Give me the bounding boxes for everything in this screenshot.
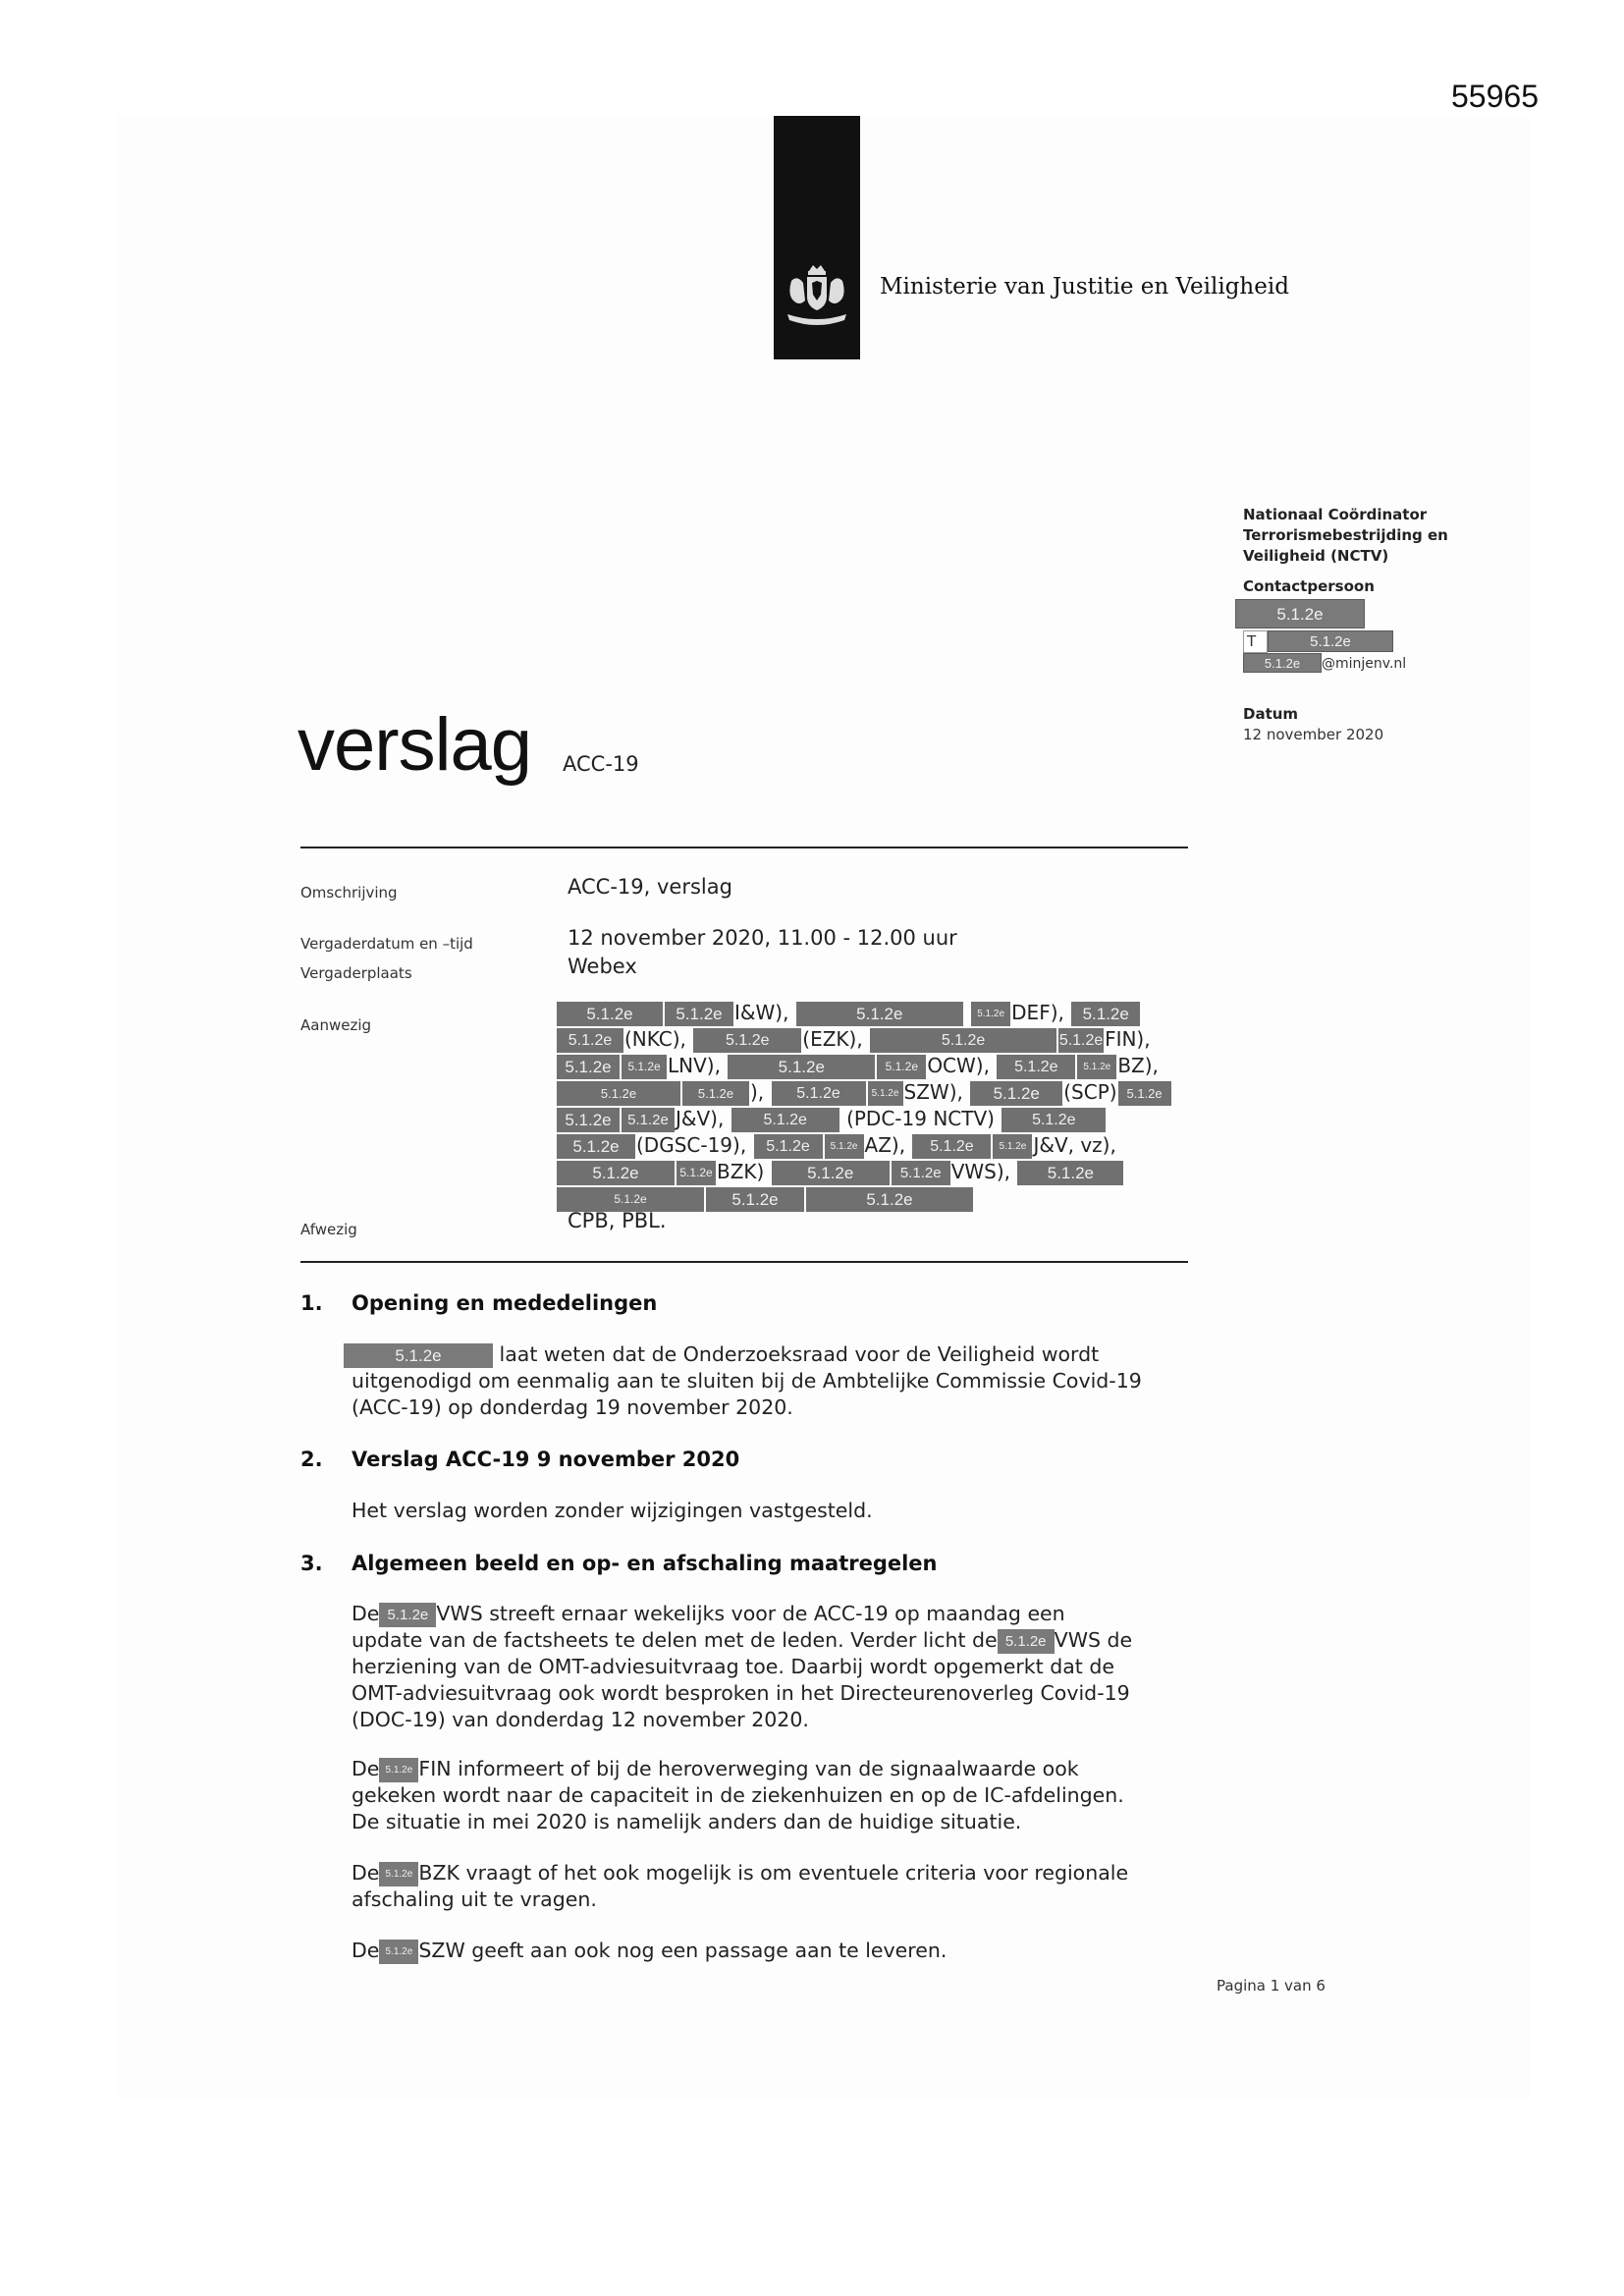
section-3-paragraph-4: De 5.1.2e SZW geeft aan ook nog een passage aan te leveren. [352,1939,947,1962]
document-title: verslag [298,703,531,787]
org-line-2: Terrorismebestrijding en [1243,526,1448,544]
section-2-body: Het verslag worden zonder wijzigingen vastgesteld. [352,1499,873,1522]
attendee-line: 5.1.2e 5.1.2e I&W), 5.1.2e 5.1.2e DEF), 5.1.2e [556,1000,1204,1026]
email-redaction: 5.1.2e [1243,653,1322,673]
plaats-label: Vergaderplaats [300,964,412,982]
attendee-line: 5.1.2e (NKC), 5.1.2e (EZK), 5.1.2e 5.1.2eFIN), [556,1026,1204,1053]
divider-top [300,847,1188,848]
org-line-1: Nationaal Coördinator [1243,506,1428,523]
contact-redaction: 5.1.2e [1235,599,1365,629]
coat-of-arms-icon [784,261,850,332]
rijksoverheid-logo-bar [774,116,860,359]
sidebar-info [1243,505,1538,745]
attendee-line: 5.1.2e 5.1.2e ), 5.1.2e 5.1.2e SZW), 5.1.2e (SCP) 5.1.2e [556,1079,1204,1106]
date-label: Datum [1243,705,1299,723]
section-heading-2: 2. Verslag ACC-19 9 november 2020 [300,1448,740,1471]
plaats-value: Webex [568,955,637,978]
section-3-paragraph-1: De 5.1.2e VWS streeft ernaar wekelijks voor de ACC-19 op maandag een update van de factsheets te delen met de leden. Verder licht de 5.1.2e VWS de herziening van de OMT-adviesuitvraag toe. Daarbij wordt opgemerkt dat de OMT-adviesuitvraag ook wordt besproken in het Directeurenoverleg Covid-19 (DOC-19) van donderdag 12 november 2020. [352,1602,1133,1731]
phone-prefix: T [1243,630,1268,653]
divider-bottom [300,1261,1188,1263]
attendee-line: 5.1.2e 5.1.2e BZK) 5.1.2e 5.1.2e VWS), 5.1.2e [556,1159,1204,1185]
date-value: 12 november 2020 [1243,726,1384,743]
datum-value: 12 november 2020, 11.00 - 12.00 uur [568,926,957,950]
phone-redaction: 5.1.2e [1268,630,1393,652]
section-3-paragraph-2: De 5.1.2e FIN informeert of bij de heroverweging van de signaalwaarde ook gekeken wordt naar de capaciteit in de ziekenhuizen en op de IC-afdelingen. De situatie in mei 2020 is namelijk anders dan de huidige situatie. [352,1757,1124,1833]
aanwezig-label: Aanwezig [300,1016,372,1034]
email-domain: @minjenv.nl [1322,656,1407,672]
attendee-line: 5.1.2e (DGSC-19), 5.1.2e 5.1.2e AZ), 5.1.2e 5.1.2e J&V, vz), [556,1132,1204,1159]
section-heading-1: 1. Opening en mededelingen [300,1291,658,1315]
document-number: 55965 [1451,79,1539,114]
attendee-line: 5.1.2e 5.1.2e J&V), 5.1.2e (PDC-19 NCTV) 5.1.2e [556,1106,1204,1132]
attendee-line: 5.1.2e 5.1.2e 5.1.2e [556,1185,1204,1212]
contact-label: Contactpersoon [1243,577,1375,595]
omschrijving-label: Omschrijving [300,884,398,902]
page-number: Pagina 1 van 6 [1217,1977,1326,1995]
datum-label: Vergaderdatum en –tijd [300,935,473,953]
section-3-paragraph-3: De 5.1.2e BZK vraagt of het ook mogelijk is om eventuele criteria voor regionale afschaling uit te vragen. [352,1861,1129,1911]
org-line-3: Veiligheid (NCTV) [1243,547,1389,565]
omschrijving-value: ACC-19, verslag [568,875,732,899]
attendee-list [556,1000,1204,1212]
ministry-name: Ministerie van Justitie en Veiligheid [880,274,1289,300]
section-heading-3: 3. Algemeen beeld en op- en afschaling maatregelen [300,1552,938,1575]
document-subtitle: ACC-19 [563,752,639,776]
afwezig-label: Afwezig [300,1221,357,1238]
attendee-line: 5.1.2e 5.1.2e LNV), 5.1.2e 5.1.2e OCW), 5.1.2e 5.1.2e BZ), [556,1053,1204,1079]
section-1-body: 5.1.2e laat weten dat de Onderzoeksraad voor de Veiligheid wordt uitgenodigd om eenmalig aan te sluiten bij de Ambtelijke Commissie Covid-19 (ACC-19) op donderdag 19 november 2020. [352,1341,1196,1421]
afwezig-value: CPB, PBL. [568,1209,667,1232]
